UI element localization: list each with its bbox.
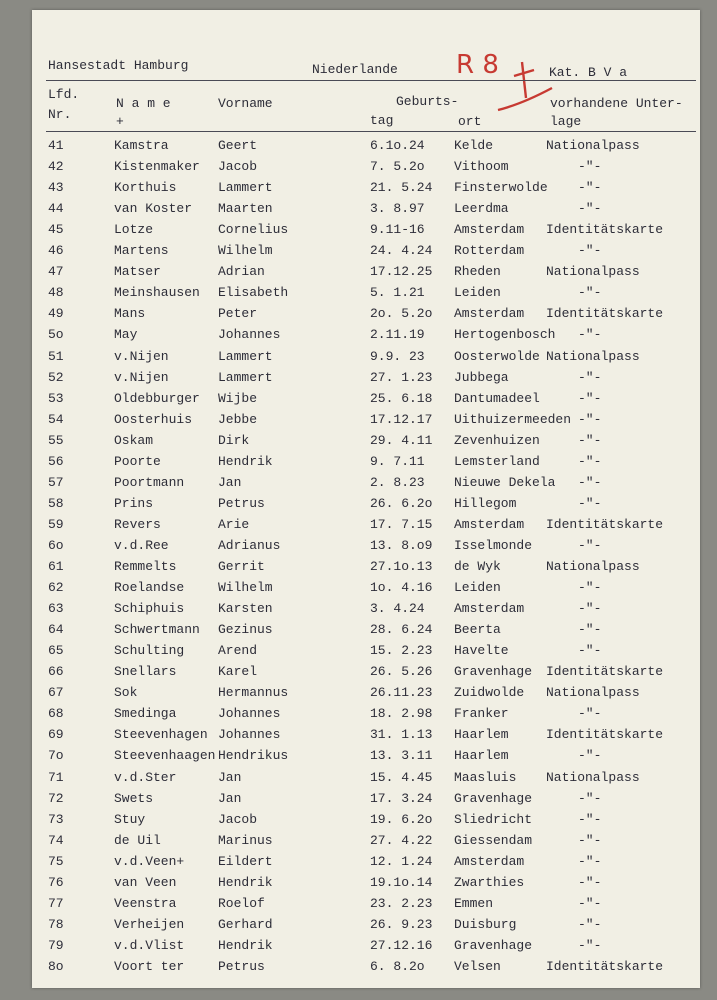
col-tag-header: tag xyxy=(370,113,394,128)
row-document: -"- xyxy=(578,390,602,406)
row-document: -"- xyxy=(578,495,602,511)
row-birth-place: Hertogenbosch xyxy=(454,327,556,343)
row-name: Kamstra xyxy=(114,138,169,153)
table-row xyxy=(32,243,700,264)
row-name: v.d.Ree xyxy=(114,537,169,553)
row-name: Poortmann xyxy=(114,474,185,490)
row-birth-date: 25. 6.18 xyxy=(370,390,433,406)
row-document: -"- xyxy=(578,916,602,932)
row-nr: 44 xyxy=(48,201,64,217)
row-nr: 46 xyxy=(48,243,64,259)
row-birth-date: 3. 8.97 xyxy=(370,201,425,217)
row-vorname: Gerhard xyxy=(218,916,273,932)
row-document: -"- xyxy=(578,643,602,659)
row-name: Kistenmaker xyxy=(114,159,200,175)
row-document: -"- xyxy=(578,432,602,448)
row-birth-place: Rheden xyxy=(454,264,501,280)
row-nr: 59 xyxy=(48,516,64,532)
row-name: v.Nijen xyxy=(114,369,169,385)
row-birth-date: 17.12.17 xyxy=(370,411,433,427)
row-birth-place: Emmen xyxy=(454,895,494,911)
row-vorname: Jan xyxy=(218,769,242,785)
row-name: v.Nijen xyxy=(114,348,169,364)
table-row xyxy=(32,580,700,601)
row-name: Remmelts xyxy=(114,559,177,574)
row-birth-date: 1o. 4.16 xyxy=(370,580,433,596)
table-row xyxy=(32,412,700,433)
row-vorname: Adrianus xyxy=(218,537,281,553)
row-birth-place: Finsterwolde xyxy=(454,180,548,196)
row-birth-date: 7. 5.2o xyxy=(370,159,425,175)
row-birth-place: Haarlem xyxy=(454,727,509,743)
row-document: Nationalpass xyxy=(546,264,640,280)
row-nr: 42 xyxy=(48,159,64,175)
row-vorname: Eildert xyxy=(218,853,273,869)
row-document: -"- xyxy=(578,243,602,259)
table-row xyxy=(32,264,700,285)
row-birth-date: 2.11.19 xyxy=(370,327,425,343)
row-birth-date: 6. 8.2o xyxy=(370,958,425,974)
row-vorname: Adrian xyxy=(218,264,265,280)
row-birth-place: Jubbega xyxy=(454,369,509,385)
row-nr: 54 xyxy=(48,411,64,427)
row-document: -"- xyxy=(578,180,602,196)
table-row xyxy=(32,748,700,769)
row-document: -"- xyxy=(578,369,602,385)
table-row xyxy=(32,875,700,896)
row-document: -"- xyxy=(578,601,602,617)
row-birth-date: 6.1o.24 xyxy=(370,138,425,153)
row-vorname: Geert xyxy=(218,138,258,153)
row-birth-date: 27. 4.22 xyxy=(370,832,433,848)
row-birth-date: 23. 2.23 xyxy=(370,895,433,911)
row-name: Swets xyxy=(114,790,154,806)
table-row xyxy=(32,138,700,159)
row-document: Identitätskarte xyxy=(546,222,664,238)
row-birth-place: Franker xyxy=(454,706,509,722)
row-vorname: Hendrik xyxy=(218,453,273,469)
row-nr: 74 xyxy=(48,832,64,848)
row-birth-place: Maasluis xyxy=(454,769,517,785)
row-nr: 41 xyxy=(48,138,64,153)
row-vorname: Jacob xyxy=(218,811,258,827)
table-row xyxy=(32,306,700,327)
table-row xyxy=(32,812,700,833)
row-document: -"- xyxy=(578,706,602,722)
row-vorname: Arend xyxy=(218,643,258,659)
row-nr: 43 xyxy=(48,180,64,196)
row-document: -"- xyxy=(578,474,602,490)
row-nr: 8o xyxy=(48,958,64,974)
row-birth-date: 2. 8.23 xyxy=(370,474,425,490)
row-document: Identitätskarte xyxy=(546,958,664,974)
row-birth-place: Vithoom xyxy=(454,159,509,175)
row-nr: 77 xyxy=(48,895,64,911)
row-name: Stuy xyxy=(114,811,146,827)
row-name: van Koster xyxy=(114,201,193,217)
row-nr: 56 xyxy=(48,453,64,469)
table-row xyxy=(32,791,700,812)
row-birth-date: 29. 4.11 xyxy=(370,432,433,448)
row-birth-place: Leiden xyxy=(454,285,501,301)
row-birth-place: Amsterdam xyxy=(454,601,525,617)
row-nr: 52 xyxy=(48,369,64,385)
row-birth-date: 9.11-16 xyxy=(370,222,425,238)
row-document: -"- xyxy=(578,201,602,217)
table-row xyxy=(32,538,700,559)
row-birth-date: 26. 9.23 xyxy=(370,916,433,932)
row-name: Verheijen xyxy=(114,916,185,932)
row-name: Sok xyxy=(114,685,138,701)
row-vorname: Peter xyxy=(218,306,258,322)
row-vorname: Johannes xyxy=(218,706,281,722)
row-document: Identitätskarte xyxy=(546,664,664,680)
row-document: Nationalpass xyxy=(546,769,640,785)
col-unterlage-line2: lage xyxy=(550,114,582,129)
row-birth-date: 9. 7.11 xyxy=(370,453,425,469)
row-birth-date: 21. 5.24 xyxy=(370,180,433,196)
row-nr: 66 xyxy=(48,664,64,680)
row-birth-date: 15. 4.45 xyxy=(370,769,433,785)
row-birth-date: 17.12.25 xyxy=(370,264,433,280)
row-name: Matser xyxy=(114,264,161,280)
row-vorname: Johannes xyxy=(218,327,281,343)
row-nr: 5o xyxy=(48,327,64,343)
row-birth-date: 26.11.23 xyxy=(370,685,433,701)
row-document: -"- xyxy=(578,895,602,911)
row-nr: 64 xyxy=(48,622,64,638)
row-name: v.d.Vlist xyxy=(114,937,185,953)
table-row xyxy=(32,327,700,348)
row-vorname: Gerrit xyxy=(218,559,265,574)
row-birth-place: Sliedricht xyxy=(454,811,533,827)
row-nr: 49 xyxy=(48,306,64,322)
row-vorname: Hendrikus xyxy=(218,748,289,764)
table-row xyxy=(32,706,700,727)
table-row xyxy=(32,201,700,222)
row-birth-date: 13. 8.o9 xyxy=(370,537,433,553)
row-document: -"- xyxy=(578,832,602,848)
row-document: Nationalpass xyxy=(546,559,640,574)
row-nr: 45 xyxy=(48,222,64,238)
row-birth-place: Duisburg xyxy=(454,916,517,932)
row-name: van Veen xyxy=(114,874,177,890)
row-name: Snellars xyxy=(114,664,177,680)
row-birth-date: 27.1o.13 xyxy=(370,559,433,574)
row-name: de Uil xyxy=(114,832,161,848)
table-row xyxy=(32,454,700,475)
row-document: Identitätskarte xyxy=(546,306,664,322)
row-birth-place: Gravenhage xyxy=(454,664,533,680)
row-name: Voort ter xyxy=(114,958,185,974)
row-nr: 7o xyxy=(48,748,64,764)
row-vorname: Wilhelm xyxy=(218,243,273,259)
row-name: Smedinga xyxy=(114,706,177,722)
row-vorname: Jan xyxy=(218,474,242,490)
row-nr: 65 xyxy=(48,643,64,659)
row-name: Korthuis xyxy=(114,180,177,196)
col-ort-header: ort xyxy=(458,114,482,129)
row-document: -"- xyxy=(578,453,602,469)
row-name: Meinshausen xyxy=(114,285,200,301)
row-nr: 55 xyxy=(48,432,64,448)
table-row xyxy=(32,664,700,685)
row-birth-place: Uithuizermeeden xyxy=(454,411,572,427)
row-name: Mans xyxy=(114,306,146,322)
row-birth-place: Leiden xyxy=(454,580,501,596)
row-vorname: Roelof xyxy=(218,895,265,911)
row-document: Nationalpass xyxy=(546,348,640,364)
row-birth-place: Zevenhuizen xyxy=(454,432,540,448)
document-page xyxy=(32,10,700,988)
row-document: Identitätskarte xyxy=(546,727,664,743)
table-row xyxy=(32,159,700,180)
table-row xyxy=(32,285,700,306)
row-birth-place: Havelte xyxy=(454,643,509,659)
row-nr: 76 xyxy=(48,874,64,890)
table-row xyxy=(32,370,700,391)
row-nr: 48 xyxy=(48,285,64,301)
row-birth-date: 2o. 5.2o xyxy=(370,306,433,322)
row-document: Nationalpass xyxy=(546,138,640,153)
row-nr: 73 xyxy=(48,811,64,827)
row-name: Martens xyxy=(114,243,169,259)
row-name: Veenstra xyxy=(114,895,177,911)
row-birth-date: 5. 1.21 xyxy=(370,285,425,301)
table-row xyxy=(32,180,700,201)
row-birth-place: Amsterdam xyxy=(454,222,525,238)
row-nr: 57 xyxy=(48,474,64,490)
row-nr: 63 xyxy=(48,601,64,617)
row-document: -"- xyxy=(578,411,602,427)
col-nr-line2: Nr. xyxy=(48,107,72,122)
row-birth-date: 27.12.16 xyxy=(370,937,433,953)
header-country: Niederlande xyxy=(312,62,398,77)
row-birth-place: Amsterdam xyxy=(454,853,525,869)
row-document: -"- xyxy=(578,790,602,806)
row-vorname: Jan xyxy=(218,790,242,806)
row-birth-place: Gravenhage xyxy=(454,790,533,806)
row-nr: 72 xyxy=(48,790,64,806)
row-nr: 61 xyxy=(48,559,64,574)
header-category: Kat. B V a xyxy=(549,65,628,80)
row-birth-date: 24. 4.24 xyxy=(370,243,433,259)
row-name: May xyxy=(114,327,138,343)
row-document: Identitätskarte xyxy=(546,516,664,532)
row-birth-place: Hillegom xyxy=(454,495,517,511)
row-name: Poorte xyxy=(114,453,161,469)
row-nr: 78 xyxy=(48,916,64,932)
col-vorname-header: Vorname xyxy=(218,96,273,111)
row-vorname: Arie xyxy=(218,516,250,532)
row-vorname: Cornelius xyxy=(218,222,289,238)
row-name: Steevenhagen xyxy=(114,727,208,743)
row-name: Steevenhaagen xyxy=(114,748,216,764)
row-document: -"- xyxy=(578,327,602,343)
row-vorname: Hendrik xyxy=(218,937,273,953)
table-row xyxy=(32,601,700,622)
row-nr: 6o xyxy=(48,537,64,553)
row-vorname: Hermannus xyxy=(218,685,289,701)
table-row xyxy=(32,349,700,370)
row-vorname: Johannes xyxy=(218,727,281,743)
row-document: -"- xyxy=(578,937,602,953)
table-row xyxy=(32,475,700,496)
table-row xyxy=(32,685,700,706)
row-birth-date: 31. 1.13 xyxy=(370,727,433,743)
row-birth-date: 13. 3.11 xyxy=(370,748,433,764)
row-document: -"- xyxy=(578,874,602,890)
row-birth-place: Oosterwolde xyxy=(454,348,540,364)
row-birth-place: Zwarthies xyxy=(454,874,525,890)
row-name: Prins xyxy=(114,495,154,511)
row-birth-place: Rotterdam xyxy=(454,243,525,259)
row-birth-date: 17. 7.15 xyxy=(370,516,433,532)
table-row xyxy=(32,938,700,959)
table-row xyxy=(32,622,700,643)
row-vorname: Marinus xyxy=(218,832,273,848)
header-rule-top xyxy=(46,80,696,81)
table-row xyxy=(32,222,700,243)
table-row xyxy=(32,643,700,664)
col-unterlage-line1: vorhandene Unter- xyxy=(550,96,683,111)
row-nr: 79 xyxy=(48,937,64,953)
table-row xyxy=(32,770,700,791)
row-birth-place: Amsterdam xyxy=(454,306,525,322)
row-birth-place: Haarlem xyxy=(454,748,509,764)
row-vorname: Jebbe xyxy=(218,411,258,427)
row-document: -"- xyxy=(578,811,602,827)
row-birth-date: 19. 6.2o xyxy=(370,811,433,827)
table-row xyxy=(32,959,700,980)
table-row xyxy=(32,917,700,938)
row-nr: 69 xyxy=(48,727,64,743)
row-birth-place: Gravenhage xyxy=(454,937,533,953)
row-vorname: Elisabeth xyxy=(218,285,289,301)
row-vorname: Petrus xyxy=(218,495,265,511)
row-name: Schwertmann xyxy=(114,622,200,638)
row-birth-date: 12. 1.24 xyxy=(370,853,433,869)
row-document: -"- xyxy=(578,622,602,638)
row-birth-place: Kelde xyxy=(454,138,494,153)
row-nr: 71 xyxy=(48,769,64,785)
col-name-mark: + xyxy=(116,114,124,129)
row-name: Revers xyxy=(114,516,161,532)
row-birth-place: Dantumadeel xyxy=(454,390,540,406)
row-nr: 75 xyxy=(48,853,64,869)
row-birth-place: Beerta xyxy=(454,622,501,638)
row-birth-place: Isselmonde xyxy=(454,537,533,553)
row-birth-date: 28. 6.24 xyxy=(370,622,433,638)
col-name-header: N a m e xyxy=(116,96,171,111)
row-birth-date: 26. 6.2o xyxy=(370,495,433,511)
row-vorname: Lammert xyxy=(218,348,273,364)
row-nr: 58 xyxy=(48,495,64,511)
row-birth-date: 26. 5.26 xyxy=(370,664,433,680)
row-nr: 47 xyxy=(48,264,64,280)
row-document: -"- xyxy=(578,285,602,301)
row-name: Roelandse xyxy=(114,580,185,596)
row-name: Lotze xyxy=(114,222,154,238)
row-name: Oldebburger xyxy=(114,390,200,406)
row-birth-place: Amsterdam xyxy=(454,516,525,532)
row-vorname: Lammert xyxy=(218,180,273,196)
table-row xyxy=(32,433,700,454)
handwritten-mark: R 8 xyxy=(456,50,499,80)
table-row xyxy=(32,496,700,517)
row-vorname: Jacob xyxy=(218,159,258,175)
row-document: -"- xyxy=(578,537,602,553)
table-row xyxy=(32,391,700,412)
row-birth-date: 17. 3.24 xyxy=(370,790,433,806)
row-birth-place: Zuidwolde xyxy=(454,685,525,701)
row-name: Schulting xyxy=(114,643,185,659)
header-rule-bottom xyxy=(46,131,696,132)
row-vorname: Karel xyxy=(218,664,258,680)
row-birth-date: 3. 4.24 xyxy=(370,601,425,617)
table-row xyxy=(32,896,700,917)
row-vorname: Karsten xyxy=(218,601,273,617)
row-birth-date: 27. 1.23 xyxy=(370,369,433,385)
row-vorname: Gezinus xyxy=(218,622,273,638)
row-nr: 51 xyxy=(48,348,64,364)
row-birth-date: 18. 2.98 xyxy=(370,706,433,722)
row-birth-place: Lemsterland xyxy=(454,453,540,469)
row-vorname: Wijbe xyxy=(218,390,258,406)
row-name: Schiphuis xyxy=(114,601,185,617)
table-row xyxy=(32,833,700,854)
row-name: Oosterhuis xyxy=(114,411,193,427)
row-name: v.d.Veen+ xyxy=(114,853,185,869)
table-row xyxy=(32,559,700,580)
row-birth-place: Leerdma xyxy=(454,201,509,217)
row-nr: 67 xyxy=(48,685,64,701)
row-birth-date: 9.9. 23 xyxy=(370,348,425,364)
row-vorname: Lammert xyxy=(218,369,273,385)
header-org: Hansestadt Hamburg xyxy=(48,58,189,73)
row-vorname: Hendrik xyxy=(218,874,273,890)
col-geburts-header: Geburts- xyxy=(396,94,459,109)
row-nr: 68 xyxy=(48,706,64,722)
row-name: v.d.Ster xyxy=(114,769,177,785)
row-birth-date: 19.1o.14 xyxy=(370,874,433,890)
row-document: -"- xyxy=(578,159,602,175)
row-document: -"- xyxy=(578,580,602,596)
row-birth-date: 15. 2.23 xyxy=(370,643,433,659)
row-vorname: Maarten xyxy=(218,201,273,217)
table-row xyxy=(32,517,700,538)
row-birth-place: Giessendam xyxy=(454,832,533,848)
row-nr: 62 xyxy=(48,580,64,596)
row-birth-place: de Wyk xyxy=(454,559,501,574)
table-row xyxy=(32,727,700,748)
row-birth-place: Nieuwe Dekela xyxy=(454,474,556,490)
row-vorname: Dirk xyxy=(218,432,250,448)
row-nr: 53 xyxy=(48,390,64,406)
row-birth-place: Velsen xyxy=(454,958,501,974)
row-name: Oskam xyxy=(114,432,154,448)
row-document: -"- xyxy=(578,748,602,764)
table-row xyxy=(32,854,700,875)
row-document: Nationalpass xyxy=(546,685,640,701)
col-nr-line1: Lfd. xyxy=(48,87,80,102)
row-document: -"- xyxy=(578,853,602,869)
row-vorname: Petrus xyxy=(218,958,265,974)
row-vorname: Wilhelm xyxy=(218,580,273,596)
